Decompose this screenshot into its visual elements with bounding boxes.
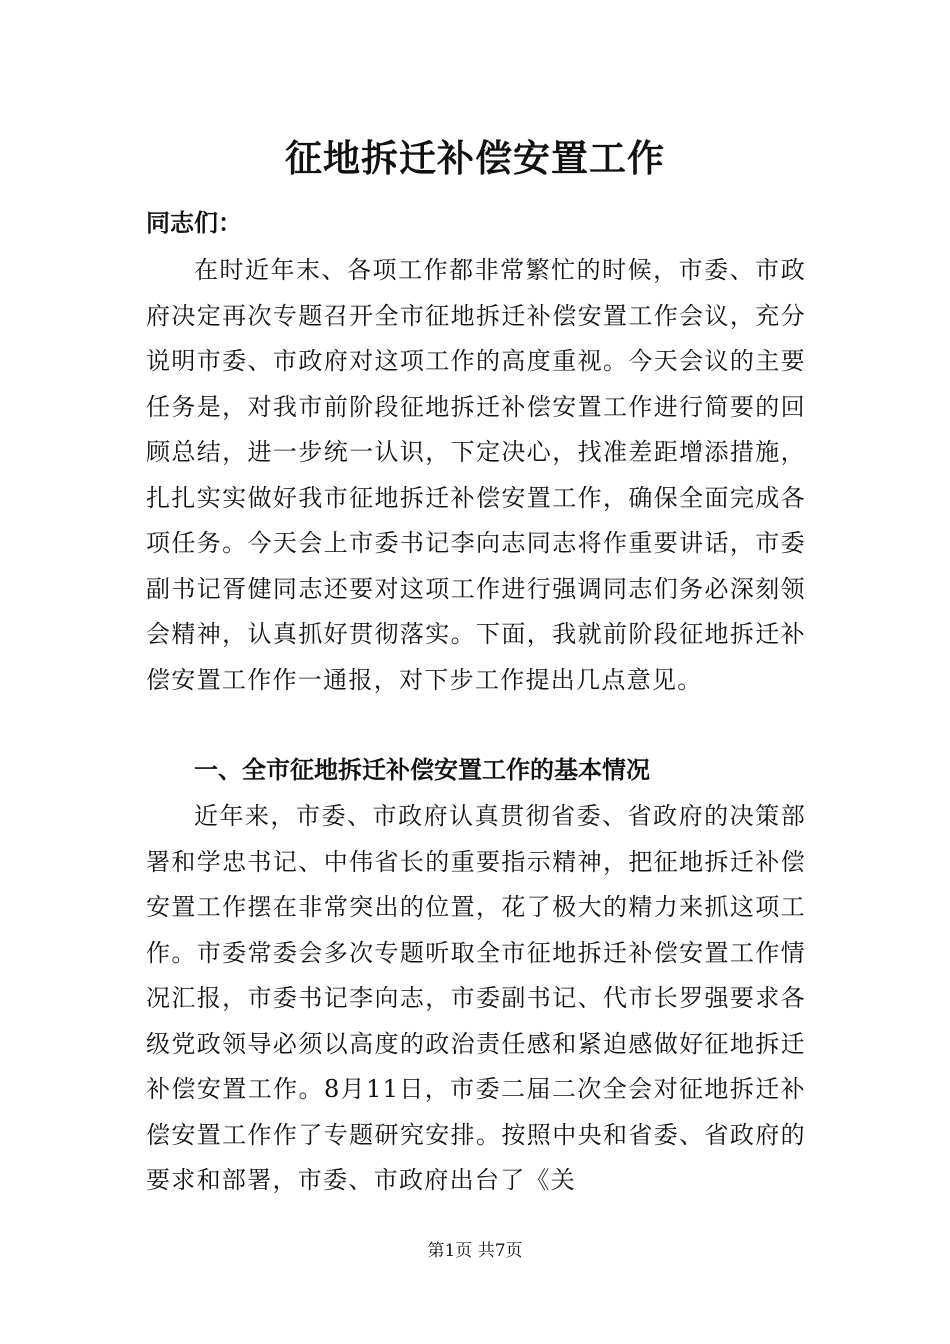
section-heading: 一、全市征地拆迁补偿安置工作的基本情况 bbox=[194, 755, 650, 784]
body-paragraph: 在时近年末、各项工作都非常繁忙的时候，市委、市政府决定再次专题召开全市征地拆迁补偿安置工作会议，充分说明市委、市政府对这项工作的高度重视。今天会议的主要任务是，对我市前阶段征地拆迁补偿安置工作进行简要的回顾总结，进一步统一认识，下定决心，找准差距增添措施，扎扎实实做好我市征地拆迁补偿安置工作，确保全面完成各项任务。今天会上市委书记李向志同志将作重要讲话，市委副书记胥健同志还要对这项工作进行强调同志们务必深刻领会精神，认真抓好贯彻落实。下面，我就前阶段征地拆迁补偿安置工作作一通报，对下步工作提出几点意见。 bbox=[146, 256, 806, 694]
body-paragraph: 近年来，市委、市政府认真贯彻省委、省政府的决策部署和学忠书记、中伟省长的重要指示精神，把征地拆迁补偿安置工作摆在非常突出的位置，花了极大的精力来抓这项工作。市委常委会多次专题听取全市征地拆迁补偿安置工作情况汇报，市委书记李向志，市委副书记、代市长罗强要求各级党政领导必须以高度的政治责任感和紧迫感做好征地拆迁补偿安置工作。8月11日，市委二届二次全会对征地拆迁补偿安置工作作了专题研究安排。按照中央和省委、省政府的要求和部署，市委、市政府出台了《关 bbox=[146, 802, 806, 1194]
document-title: 征地拆迁补偿安置工作 bbox=[285, 136, 665, 180]
salutation: 同志们： bbox=[146, 208, 242, 237]
page-footer: 第1页 共7页 bbox=[427, 1241, 523, 1261]
paragraph-block bbox=[146, 794, 806, 1204]
paragraph-block bbox=[146, 248, 806, 703]
